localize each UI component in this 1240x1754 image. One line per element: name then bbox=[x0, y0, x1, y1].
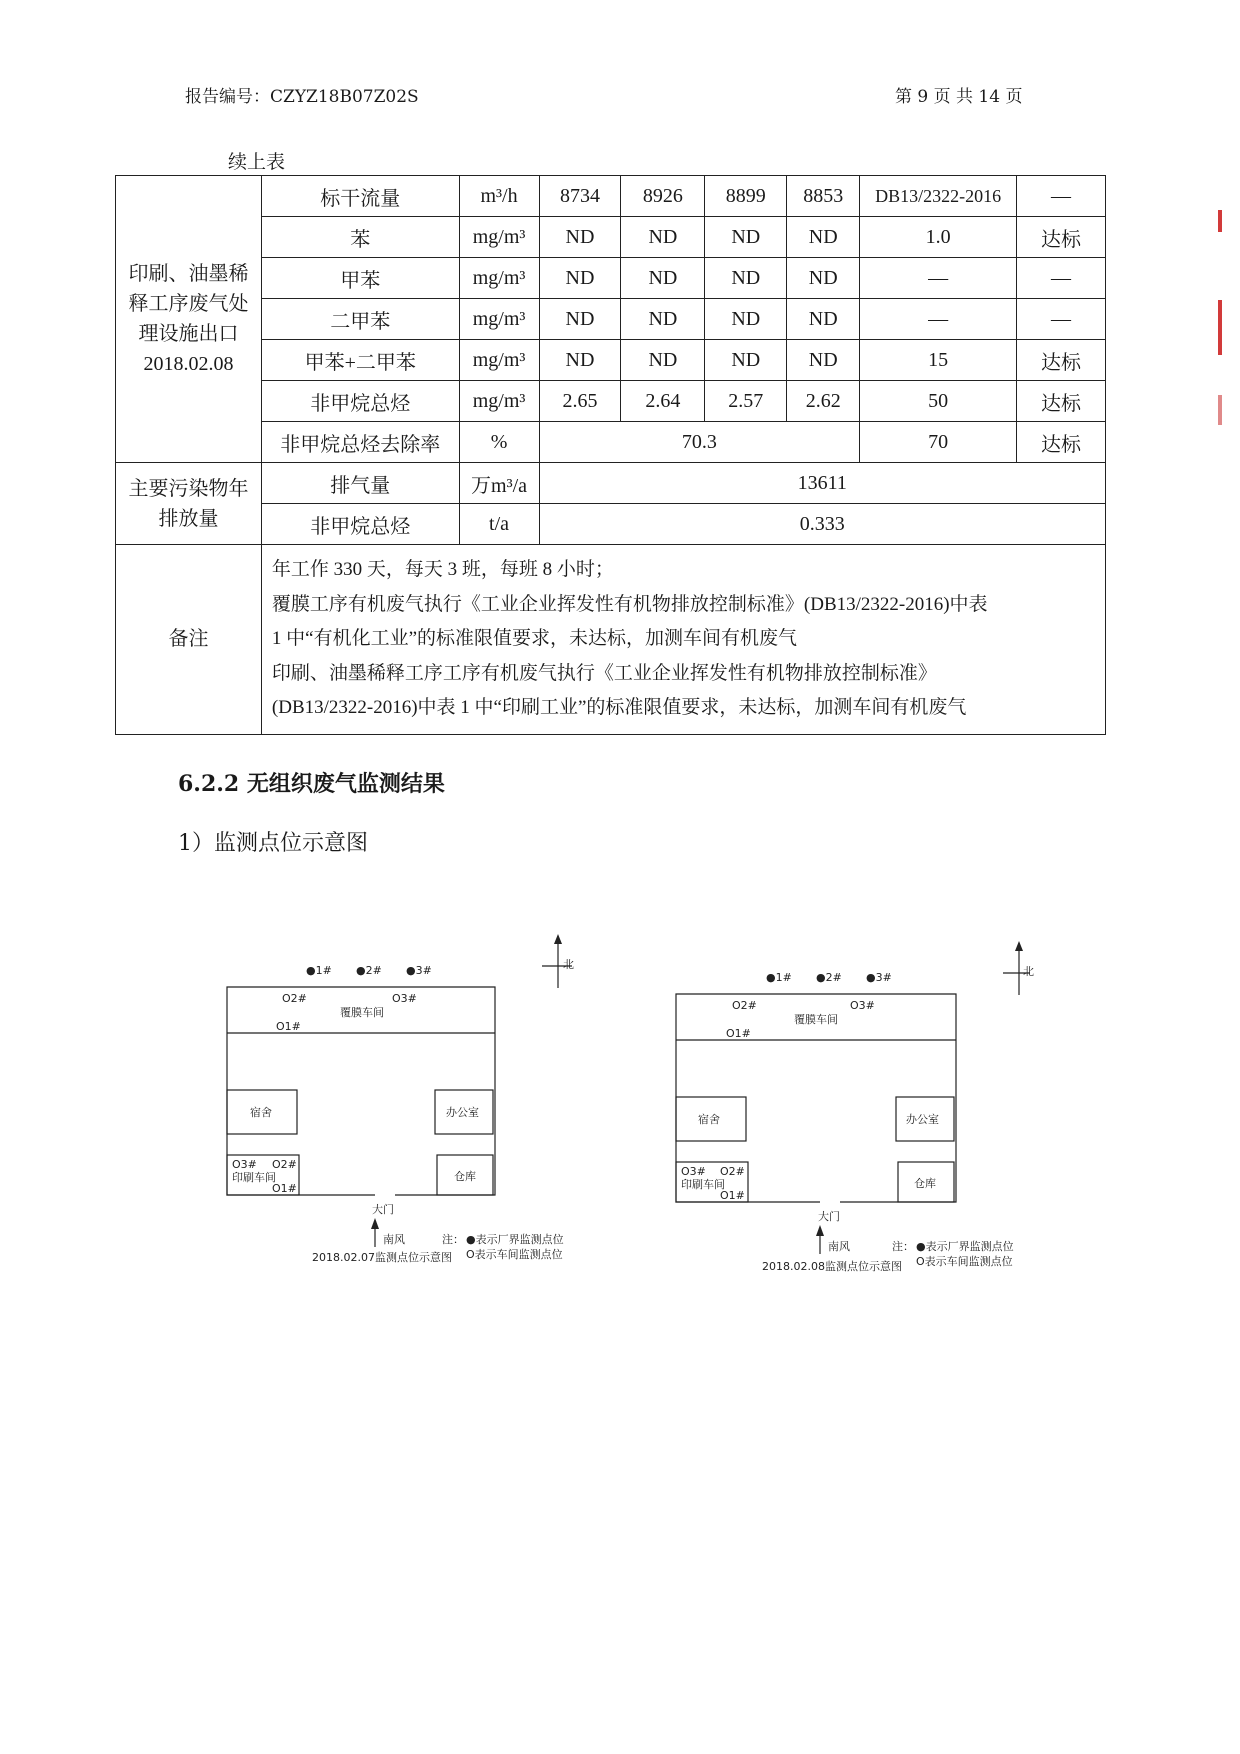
unit-cell: % bbox=[459, 422, 539, 463]
subsection-title: 1）监测点位示意图 bbox=[178, 831, 368, 856]
result-cell: 达标 bbox=[1017, 217, 1106, 258]
boundary-point: ●3# bbox=[866, 971, 892, 984]
remark-line: (DB13/2322-2016)中表 1 中“印刷工业”的标准限值要求，未达标，加测车间有机废气 bbox=[271, 697, 967, 718]
dorm-label: 宿舍 bbox=[698, 1113, 720, 1126]
table-row bbox=[116, 176, 1106, 217]
seal-fragment bbox=[1218, 210, 1222, 232]
workshop-point: O3# bbox=[392, 992, 417, 1005]
section-title: 6.2.2 无组织废气监测结果 bbox=[178, 771, 445, 797]
legend-title: 注： bbox=[892, 1240, 914, 1253]
value-cell: 70.3 bbox=[539, 422, 860, 463]
result-cell: 达标 bbox=[1017, 422, 1106, 463]
item-cell: 二甲苯 bbox=[261, 299, 459, 340]
unit-cell: mg/m³ bbox=[459, 299, 539, 340]
value-cell: 2.57 bbox=[705, 381, 787, 422]
value-cell: 8926 bbox=[621, 176, 705, 217]
warehouse-label: 仓库 bbox=[454, 1170, 476, 1183]
unit-cell: 万m³/a bbox=[459, 463, 539, 504]
limit-cell: 50 bbox=[860, 381, 1017, 422]
remark-line: 1 中“有机化工业”的标准限值要求，未达标，加测车间有机废气 bbox=[271, 628, 798, 649]
legend-title: 注： bbox=[442, 1233, 464, 1246]
legend-boundary: ●表示厂界监测点位 bbox=[916, 1240, 1014, 1253]
value-cell: ND bbox=[539, 340, 621, 381]
site-map-2 bbox=[668, 937, 1034, 1277]
workshop-point: O2# bbox=[732, 999, 757, 1012]
boundary-point: ●2# bbox=[816, 971, 842, 984]
workshop-point: O3# bbox=[850, 999, 875, 1012]
gate-label: 大门 bbox=[818, 1210, 840, 1223]
boundary-point: ●1# bbox=[766, 971, 792, 984]
item-cell: 非甲烷总烃 bbox=[261, 381, 459, 422]
north-label: 北 bbox=[1023, 965, 1034, 978]
item-cell: 排气量 bbox=[261, 463, 459, 504]
item-cell: 非甲烷总烃 bbox=[261, 504, 459, 545]
value-cell: ND bbox=[787, 258, 860, 299]
results-table bbox=[115, 175, 1106, 735]
print-point: O3# bbox=[681, 1165, 706, 1178]
result-cell: 达标 bbox=[1017, 340, 1106, 381]
print-shop-label: 印刷车间 bbox=[232, 1171, 276, 1184]
limit-cell: 15 bbox=[860, 340, 1017, 381]
print-point: O1# bbox=[272, 1182, 297, 1195]
workshop-label: 覆膜车间 bbox=[794, 1013, 838, 1026]
limit-cell: — bbox=[860, 258, 1017, 299]
value-cell: 2.65 bbox=[539, 381, 621, 422]
gate-label: 大门 bbox=[372, 1203, 394, 1216]
print-shop-label: 印刷车间 bbox=[681, 1178, 725, 1191]
value-cell: ND bbox=[787, 340, 860, 381]
office-label: 办公室 bbox=[906, 1113, 939, 1126]
value-cell: 8853 bbox=[787, 176, 860, 217]
value-cell: ND bbox=[621, 258, 705, 299]
value-cell: 2.64 bbox=[621, 381, 705, 422]
remark-line: 年工作 330 天，每天 3 班，每班 8 小时； bbox=[271, 559, 614, 580]
value-cell: 13611 bbox=[539, 463, 1105, 504]
print-point: O2# bbox=[720, 1165, 745, 1178]
report-number: 报告编号：CZYZ18B07Z02S bbox=[185, 87, 419, 107]
value-cell: ND bbox=[539, 299, 621, 340]
site-map-1 bbox=[220, 930, 580, 1270]
wind-arrow-head bbox=[371, 1218, 379, 1229]
limit-cell: 70 bbox=[860, 422, 1017, 463]
seal-fragment bbox=[1218, 300, 1222, 355]
table-row bbox=[116, 504, 1106, 545]
unit-cell: mg/m³ bbox=[459, 381, 539, 422]
continued-label: 续上表 bbox=[228, 151, 286, 173]
value-cell: ND bbox=[787, 217, 860, 258]
table-row bbox=[116, 463, 1106, 504]
workshop-label: 覆膜车间 bbox=[340, 1006, 384, 1019]
legend-workshop: O表示车间监测点位 bbox=[916, 1255, 1013, 1268]
item-cell: 非甲烷总烃去除率 bbox=[261, 422, 459, 463]
value-cell: 2.62 bbox=[787, 381, 860, 422]
unit-cell: mg/m³ bbox=[459, 258, 539, 299]
print-point: O3# bbox=[232, 1158, 257, 1171]
item-cell: 苯 bbox=[261, 217, 459, 258]
workshop-point: O1# bbox=[276, 1020, 301, 1033]
page-number: 第 9 页 共 14 页 bbox=[895, 87, 1023, 107]
diagram-1 bbox=[220, 930, 580, 1270]
print-point: O1# bbox=[720, 1189, 745, 1202]
value-cell: ND bbox=[539, 217, 621, 258]
seal-fragment bbox=[1218, 395, 1222, 425]
warehouse-label: 仓库 bbox=[914, 1177, 936, 1190]
boundary-point: ●3# bbox=[406, 964, 432, 977]
wind-arrow-head bbox=[816, 1225, 824, 1236]
wind-label: 南风 bbox=[828, 1240, 850, 1253]
value-cell: ND bbox=[621, 340, 705, 381]
unit-cell: mg/m³ bbox=[459, 340, 539, 381]
item-cell: 甲苯 bbox=[261, 258, 459, 299]
unit-cell: t/a bbox=[459, 504, 539, 545]
north-arrow-head bbox=[1015, 941, 1023, 951]
limit-cell: DB13/2322-2016 bbox=[860, 176, 1017, 217]
boundary-point: ●2# bbox=[356, 964, 382, 977]
workshop-point: O1# bbox=[726, 1027, 751, 1040]
dorm-label: 宿舍 bbox=[250, 1106, 272, 1119]
item-cell: 标干流量 bbox=[261, 176, 459, 217]
table-row bbox=[116, 340, 1106, 381]
result-cell: — bbox=[1017, 299, 1106, 340]
limit-cell: 1.0 bbox=[860, 217, 1017, 258]
limit-cell: — bbox=[860, 299, 1017, 340]
diagram-caption: 2018.02.08监测点位示意图 bbox=[762, 1260, 902, 1273]
office-label: 办公室 bbox=[446, 1106, 479, 1119]
table-row bbox=[116, 258, 1106, 299]
value-cell: 0.333 bbox=[539, 504, 1105, 545]
north-arrow-head bbox=[554, 934, 562, 944]
legend-workshop: O表示车间监测点位 bbox=[466, 1248, 563, 1261]
table-row bbox=[116, 381, 1106, 422]
value-cell: ND bbox=[787, 299, 860, 340]
table-row bbox=[116, 299, 1106, 340]
value-cell: ND bbox=[705, 258, 787, 299]
value-cell: ND bbox=[705, 340, 787, 381]
unit-cell: m³/h bbox=[459, 176, 539, 217]
diagram-caption: 2018.02.07监测点位示意图 bbox=[312, 1251, 452, 1264]
print-point: O2# bbox=[272, 1158, 297, 1171]
legend-boundary: ●表示厂界监测点位 bbox=[466, 1233, 564, 1246]
group-label: 主要污染物年排放量 bbox=[116, 463, 262, 545]
value-cell: ND bbox=[621, 217, 705, 258]
north-label: 北 bbox=[563, 958, 574, 971]
table-row bbox=[116, 217, 1106, 258]
value-cell: ND bbox=[539, 258, 621, 299]
table-row bbox=[116, 422, 1106, 463]
table-row bbox=[116, 545, 1106, 735]
item-cell: 甲苯+二甲苯 bbox=[261, 340, 459, 381]
value-cell: ND bbox=[705, 299, 787, 340]
value-cell: ND bbox=[621, 299, 705, 340]
wind-label: 南风 bbox=[383, 1233, 405, 1246]
workshop-point: O2# bbox=[282, 992, 307, 1005]
result-cell: — bbox=[1017, 258, 1106, 299]
value-cell: 8734 bbox=[539, 176, 621, 217]
unit-cell: mg/m³ bbox=[459, 217, 539, 258]
value-cell: ND bbox=[705, 217, 787, 258]
value-cell: 8899 bbox=[705, 176, 787, 217]
remark-line: 覆膜工序有机废气执行《工业企业挥发性有机物排放控制标准》(DB13/2322-2016)中表 bbox=[271, 593, 988, 615]
boundary-point: ●1# bbox=[306, 964, 332, 977]
group-label: 印刷、油墨稀释工序废气处理设施出口 2018.02.08 bbox=[116, 176, 262, 463]
remark-line: 印刷、油墨稀释工序工序有机废气执行《工业企业挥发性有机物排放控制标准》 bbox=[271, 662, 937, 684]
diagram-2 bbox=[668, 937, 1034, 1277]
result-cell: 达标 bbox=[1017, 381, 1106, 422]
result-cell: — bbox=[1017, 176, 1106, 217]
remarks-label: 备注 bbox=[116, 545, 262, 735]
remarks-cell bbox=[261, 545, 1105, 735]
